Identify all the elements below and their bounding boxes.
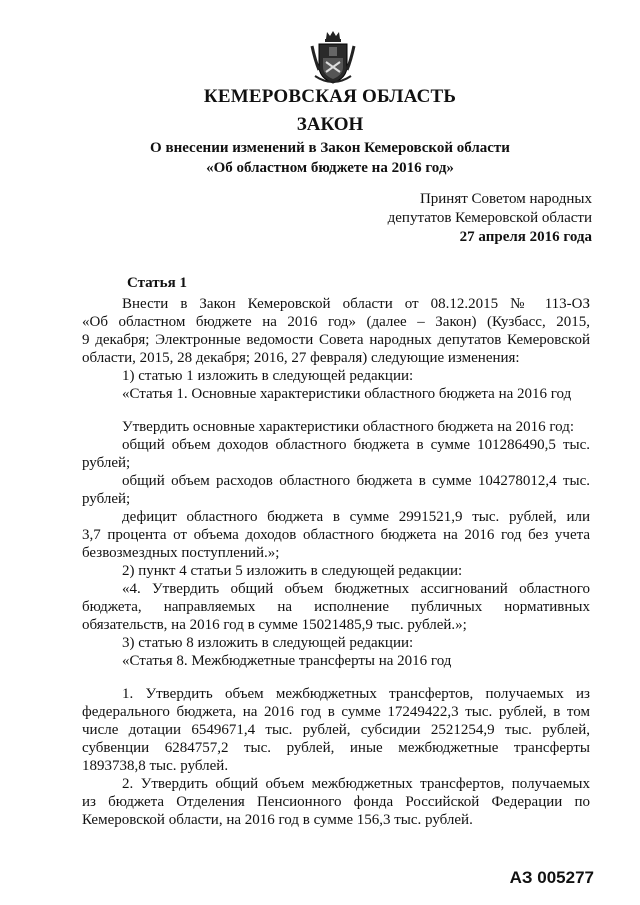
adoption-line-2: депутатов Кемеровской области	[387, 210, 592, 226]
adoption-date: 27 апреля 2016 года	[459, 229, 592, 245]
text-line: общий объем расходов областного бюджета в сумме 104278012,4 тыс.	[122, 473, 590, 489]
text-line: общий объем доходов областного бюджета в сумме 101286490,5 тыс.	[122, 437, 590, 453]
text-line: «Статья 1. Основные характеристики областного бюджета на 2016 год	[122, 386, 572, 402]
text-line: 3) статью 8 изложить в следующей редакции:	[122, 635, 414, 651]
coat-of-arms-emblem	[310, 30, 356, 86]
text-line: «4. Утвердить общий объем бюджетных ассигнований областного	[122, 581, 590, 597]
text-line: 1. Утвердить объем межбюджетных трансфертов, получаемых из	[122, 686, 590, 702]
text-line: 2) пункт 4 статьи 5 изложить в следующей редакции:	[122, 563, 463, 579]
text-line: рублей;	[82, 455, 131, 471]
text-line: 3,7 процента от объема доходов областного бюджета на 2016 год без учета	[82, 527, 590, 543]
text-line: субвенции 6284757,2 тыс. рублей, иные межбюджетные трансферты	[82, 740, 590, 756]
text-line: области, 2015, 28 декабря; 2016, 27 февраля) следующие изменения:	[82, 350, 520, 366]
article-heading: Статья 1	[127, 275, 187, 291]
text-line: Внести в Закон Кемеровской области от 08.12.2015 № 113-ОЗ	[122, 296, 590, 312]
text-line: 1893738,8 тыс. рублей.	[82, 758, 229, 774]
region-title: КЕМЕРОВСКАЯ ОБЛАСТЬ	[203, 86, 457, 107]
text-line: обязательств, на 2016 год в сумме 15021485,9 тыс. рублей.»;	[82, 617, 467, 633]
document-type: ЗАКОН	[296, 114, 364, 135]
text-line: числе дотации 6549671,4 тыс. рублей, субсидии 2521254,9 тыс. рублей,	[82, 722, 590, 738]
text-line: 9 декабря; Электронные ведомости Совета народных депутатов Кемеровской	[82, 332, 590, 348]
text-line: дефицит областного бюджета в сумме 2991521,9 тыс. рублей, или	[122, 509, 590, 525]
text-line: Кемеровской области, на 2016 год в сумме 156,3 тыс. рублей.	[82, 812, 473, 828]
text-line: рублей;	[82, 491, 131, 507]
adoption-line-1: Принят Советом народных	[419, 191, 592, 207]
text-line: бюджета, направляемых на исполнение публичных нормативных	[82, 599, 590, 615]
text-line: безвозмездных поступлений.»;	[82, 545, 280, 561]
text-line: Утвердить основные характеристики областного бюджета на 2016 год:	[122, 419, 575, 435]
text-line: из бюджета Отделения Пенсионного фонда Российской Федерации по	[82, 794, 590, 810]
text-line: «Об областном бюджете на 2016 год» (далее – Закон) (Кузбасс, 2015,	[82, 314, 590, 330]
serial-number: АЗ 005277	[509, 868, 594, 887]
text-line: 2. Утвердить общий объем межбюджетных трансфертов, получаемых	[122, 776, 590, 792]
text-line: «Статья 8. Межбюджетные трансферты на 2016 год	[122, 653, 452, 669]
adoption-block	[388, 190, 592, 247]
text-line: 1) статью 1 изложить в следующей редакции:	[122, 368, 414, 384]
law-subject-line-1: О внесении изменений в Закон Кемеровской области	[150, 140, 510, 156]
law-subject-line-2: «Об областном бюджете на 2016 год»	[206, 160, 454, 176]
text-line: федерального бюджета, на 2016 год в сумме 17249422,3 тыс. рублей, в том	[82, 704, 590, 720]
